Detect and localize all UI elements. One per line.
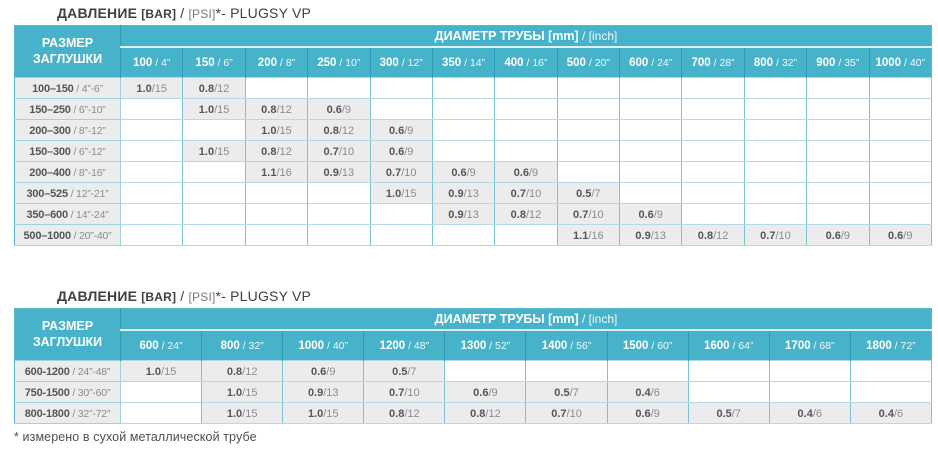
empty-cell	[620, 141, 682, 162]
pipe-diameter-column-header: 1600 / 64”	[688, 330, 769, 361]
plug-size-row-label: 200–300 / 8”-12”	[15, 120, 121, 141]
empty-cell	[121, 99, 183, 120]
table-row	[15, 204, 932, 225]
pressure-value-cell: 0.8/12	[682, 225, 744, 246]
empty-cell	[121, 403, 202, 424]
empty-cell	[769, 361, 850, 382]
title-slash: /	[176, 288, 189, 304]
title-bar-unit: [BAR]	[141, 290, 177, 304]
table1-header	[15, 26, 932, 78]
pressure-value-cell: 0.6/9	[807, 225, 869, 246]
empty-cell	[495, 78, 557, 99]
pipe-diameter-column-header: 1300 / 52”	[445, 330, 526, 361]
pressure-value-cell: 0.9/13	[432, 183, 494, 204]
empty-cell	[370, 99, 432, 120]
empty-cell	[620, 120, 682, 141]
pipe-diameter-column-header: 1800 / 72”	[850, 330, 931, 361]
pressure-value-cell: 0.6/9	[607, 403, 688, 424]
empty-cell	[432, 99, 494, 120]
table1-title	[57, 5, 938, 21]
pressure-value-cell: 0.6/9	[869, 225, 932, 246]
diameter-header-slash: /	[578, 28, 589, 43]
pipe-diameter-column-header: 1000 / 40”	[869, 47, 932, 78]
pressure-value-cell: 0.7/10	[557, 204, 619, 225]
table-row	[15, 78, 932, 99]
pressure-value-cell: 1.0/15	[202, 403, 283, 424]
pipe-diameter-column-header: 100 / 4”	[121, 47, 183, 78]
pressure-table-small-diameters	[14, 25, 932, 246]
empty-cell	[432, 120, 494, 141]
empty-cell	[620, 99, 682, 120]
table-row	[15, 382, 932, 403]
pipe-diameter-column-header: 300 / 12”	[370, 47, 432, 78]
empty-cell	[557, 141, 619, 162]
plug-size-row-label: 600-1200 / 24”-48”	[15, 361, 121, 382]
pressure-value-cell: 1.0/15	[121, 78, 183, 99]
empty-cell	[308, 183, 370, 204]
pressure-value-cell: 0.9/13	[432, 204, 494, 225]
empty-cell	[620, 183, 682, 204]
table-row	[15, 403, 932, 424]
pipe-diameter-column-header: 500 / 20”	[557, 47, 619, 78]
empty-cell	[121, 225, 183, 246]
empty-cell	[869, 183, 932, 204]
empty-cell	[121, 120, 183, 141]
empty-cell	[495, 225, 557, 246]
empty-cell	[495, 120, 557, 141]
table-row	[15, 141, 932, 162]
plug-size-row-label: 150–250 / 6”-10”	[15, 99, 121, 120]
diameter-header-bold: ДИАМЕТР ТРУБЫ [mm]	[434, 311, 579, 326]
plug-size-column-header	[15, 26, 121, 78]
title-bar-unit: [BAR]	[141, 7, 177, 21]
empty-cell	[744, 120, 806, 141]
column-headers-row	[15, 330, 932, 361]
plug-size-line2: ЗАГЛУШКИ	[32, 334, 103, 349]
empty-cell	[370, 225, 432, 246]
pressure-value-cell: 1.1/16	[245, 162, 307, 183]
pressure-value-cell: 0.5/7	[526, 382, 607, 403]
pressure-value-cell: 0.8/12	[495, 204, 557, 225]
plug-size-row-label: 300–525 / 12”-21”	[15, 183, 121, 204]
pressure-value-cell: 0.6/9	[370, 141, 432, 162]
empty-cell	[183, 183, 245, 204]
empty-cell	[769, 382, 850, 403]
empty-cell	[183, 120, 245, 141]
pressure-value-cell: 0.6/9	[495, 162, 557, 183]
empty-cell	[245, 204, 307, 225]
diameter-header-inch: [inch]	[588, 28, 618, 43]
pipe-diameter-column-header: 700 / 28”	[682, 47, 744, 78]
empty-cell	[869, 99, 932, 120]
pressure-value-cell: 1.0/15	[370, 183, 432, 204]
empty-cell	[445, 361, 526, 382]
pressure-value-cell: 0.6/9	[283, 361, 364, 382]
pipe-diameter-header	[121, 309, 932, 330]
empty-cell	[245, 78, 307, 99]
empty-cell	[557, 162, 619, 183]
plug-size-row-label: 200–400 / 8”-16”	[15, 162, 121, 183]
empty-cell	[807, 141, 869, 162]
pipe-diameter-header	[121, 26, 932, 47]
table-row	[15, 162, 932, 183]
pressure-value-cell: 0.8/12	[445, 403, 526, 424]
table-row	[15, 361, 932, 382]
pipe-diameter-column-header: 600 / 24”	[620, 47, 682, 78]
empty-cell	[682, 162, 744, 183]
empty-cell	[682, 78, 744, 99]
empty-cell	[744, 162, 806, 183]
empty-cell	[495, 99, 557, 120]
empty-cell	[432, 141, 494, 162]
pressure-value-cell: 0.6/9	[445, 382, 526, 403]
pipe-diameter-column-header: 1000 / 40”	[283, 330, 364, 361]
pressure-value-cell: 0.7/10	[308, 141, 370, 162]
pipe-diameter-column-header: 800 / 32”	[202, 330, 283, 361]
empty-cell	[183, 225, 245, 246]
pressure-value-cell: 0.8/12	[245, 99, 307, 120]
empty-cell	[245, 225, 307, 246]
pipe-diameter-column-header: 800 / 32”	[744, 47, 806, 78]
pressure-value-cell: 0.9/13	[308, 162, 370, 183]
pressure-value-cell: 1.1/16	[557, 225, 619, 246]
empty-cell	[744, 78, 806, 99]
diameter-header-row	[15, 26, 932, 47]
empty-cell	[183, 162, 245, 183]
pressure-value-cell: 0.9/13	[620, 225, 682, 246]
plug-size-line1: РАЗМЕР	[41, 35, 94, 50]
pressure-value-cell: 0.5/7	[364, 361, 445, 382]
empty-cell	[869, 120, 932, 141]
plug-size-row-label: 100–150 / 4”-6”	[15, 78, 121, 99]
title-product-name: PLUGSY VP	[230, 5, 312, 21]
empty-cell	[869, 204, 932, 225]
empty-cell	[869, 141, 932, 162]
title-star: *-	[215, 288, 231, 304]
pressure-value-cell: 0.4/6	[850, 403, 931, 424]
table2-body	[15, 361, 932, 424]
empty-cell	[121, 183, 183, 204]
plug-size-column-header	[15, 309, 121, 361]
pipe-diameter-column-header: 150 / 6”	[183, 47, 245, 78]
diameter-header-bold: ДИАМЕТР ТРУБЫ [mm]	[434, 28, 579, 43]
pressure-value-cell: 0.6/9	[620, 204, 682, 225]
empty-cell	[432, 78, 494, 99]
empty-cell	[682, 120, 744, 141]
empty-cell	[121, 204, 183, 225]
pressure-value-cell: 1.0/15	[121, 361, 202, 382]
plug-size-line1: РАЗМЕР	[41, 318, 94, 333]
plug-size-line2: ЗАГЛУШКИ	[32, 51, 103, 66]
table2-title	[57, 288, 938, 304]
empty-cell	[688, 382, 769, 403]
empty-cell	[744, 141, 806, 162]
title-pressure-label: ДАВЛЕНИЕ	[57, 288, 142, 304]
empty-cell	[495, 141, 557, 162]
pressure-value-cell: 0.6/9	[370, 120, 432, 141]
empty-cell	[557, 78, 619, 99]
pressure-value-cell: 0.8/12	[245, 141, 307, 162]
pressure-value-cell: 0.7/10	[744, 225, 806, 246]
pipe-diameter-column-header: 1200 / 48”	[364, 330, 445, 361]
empty-cell	[607, 361, 688, 382]
pipe-diameter-column-header: 250 / 10”	[308, 47, 370, 78]
empty-cell	[121, 141, 183, 162]
pressure-value-cell: 0.5/7	[688, 403, 769, 424]
empty-cell	[682, 183, 744, 204]
pipe-diameter-column-header: 900 / 35”	[807, 47, 869, 78]
pressure-value-cell: 1.0/15	[283, 403, 364, 424]
empty-cell	[744, 99, 806, 120]
title-product-name: PLUGSY VP	[230, 288, 312, 304]
pipe-diameter-column-header: 1700 / 68”	[769, 330, 850, 361]
plug-size-row-label: 150–300 / 6”-12”	[15, 141, 121, 162]
pressure-value-cell: 0.8/12	[202, 361, 283, 382]
empty-cell	[850, 382, 931, 403]
table-row	[15, 225, 932, 246]
empty-cell	[432, 225, 494, 246]
empty-cell	[620, 162, 682, 183]
pipe-diameter-column-header: 400 / 16”	[495, 47, 557, 78]
pipe-diameter-column-header: 1500 / 60”	[607, 330, 688, 361]
empty-cell	[308, 78, 370, 99]
pressure-value-cell: 1.0/15	[183, 99, 245, 120]
pressure-value-cell: 1.0/15	[245, 120, 307, 141]
plug-size-row-label: 750-1500 / 30”-60”	[15, 382, 121, 403]
pressure-value-cell: 0.6/9	[432, 162, 494, 183]
diameter-header-inch: [inch]	[588, 311, 618, 326]
pressure-value-cell: 0.7/10	[495, 183, 557, 204]
empty-cell	[869, 78, 932, 99]
table-row	[15, 99, 932, 120]
pipe-diameter-column-header: 600 / 24”	[121, 330, 202, 361]
pressure-value-cell: 0.7/10	[364, 382, 445, 403]
empty-cell	[121, 382, 202, 403]
empty-cell	[869, 162, 932, 183]
pressure-table-large-diameters	[14, 308, 932, 424]
empty-cell	[807, 99, 869, 120]
table-row	[15, 120, 932, 141]
empty-cell	[121, 162, 183, 183]
empty-cell	[557, 120, 619, 141]
empty-cell	[682, 141, 744, 162]
diameter-header-row	[15, 309, 932, 330]
table1-body	[15, 78, 932, 246]
pipe-diameter-column-header: 200 / 8”	[245, 47, 307, 78]
empty-cell	[526, 361, 607, 382]
empty-cell	[807, 78, 869, 99]
table-row	[15, 183, 932, 204]
empty-cell	[557, 99, 619, 120]
title-star: *-	[215, 5, 231, 21]
pressure-value-cell: 1.0/15	[183, 141, 245, 162]
title-slash: /	[176, 5, 189, 21]
empty-cell	[308, 225, 370, 246]
empty-cell	[850, 361, 931, 382]
diameter-header-slash: /	[578, 311, 589, 326]
pressure-value-cell: 0.4/6	[769, 403, 850, 424]
pressure-value-cell: 1.0/15	[202, 382, 283, 403]
plug-size-row-label: 350–600 / 14”-24”	[15, 204, 121, 225]
footnote: * измерено в сухой металлической трубе	[14, 430, 257, 444]
empty-cell	[807, 120, 869, 141]
pipe-diameter-column-header: 1400 / 56”	[526, 330, 607, 361]
pressure-value-cell: 0.4/6	[607, 382, 688, 403]
pressure-value-cell: 0.7/10	[526, 403, 607, 424]
pressure-value-cell: 0.8/12	[308, 120, 370, 141]
pressure-value-cell: 0.7/10	[370, 162, 432, 183]
empty-cell	[682, 204, 744, 225]
pressure-value-cell: 0.9/13	[283, 382, 364, 403]
empty-cell	[807, 162, 869, 183]
empty-cell	[807, 204, 869, 225]
pressure-value-cell: 0.8/12	[183, 78, 245, 99]
empty-cell	[744, 204, 806, 225]
empty-cell	[682, 99, 744, 120]
title-psi-unit: [PSI]	[188, 290, 216, 304]
empty-cell	[370, 204, 432, 225]
plug-size-row-label: 500–1000 / 20”-40”	[15, 225, 121, 246]
pressure-value-cell: 0.6/9	[308, 99, 370, 120]
column-headers-row	[15, 47, 932, 78]
empty-cell	[308, 204, 370, 225]
pressure-value-cell: 0.8/12	[364, 403, 445, 424]
empty-cell	[807, 183, 869, 204]
plug-size-row-label: 800-1800 / 32”-72”	[15, 403, 121, 424]
title-psi-unit: [PSI]	[188, 7, 216, 21]
title-pressure-label: ДАВЛЕНИЕ	[57, 5, 142, 21]
pipe-diameter-column-header: 350 / 14”	[432, 47, 494, 78]
table2-header	[15, 309, 932, 361]
empty-cell	[245, 183, 307, 204]
empty-cell	[620, 78, 682, 99]
empty-cell	[744, 183, 806, 204]
empty-cell	[688, 361, 769, 382]
empty-cell	[183, 204, 245, 225]
pressure-value-cell: 0.5/7	[557, 183, 619, 204]
empty-cell	[370, 78, 432, 99]
